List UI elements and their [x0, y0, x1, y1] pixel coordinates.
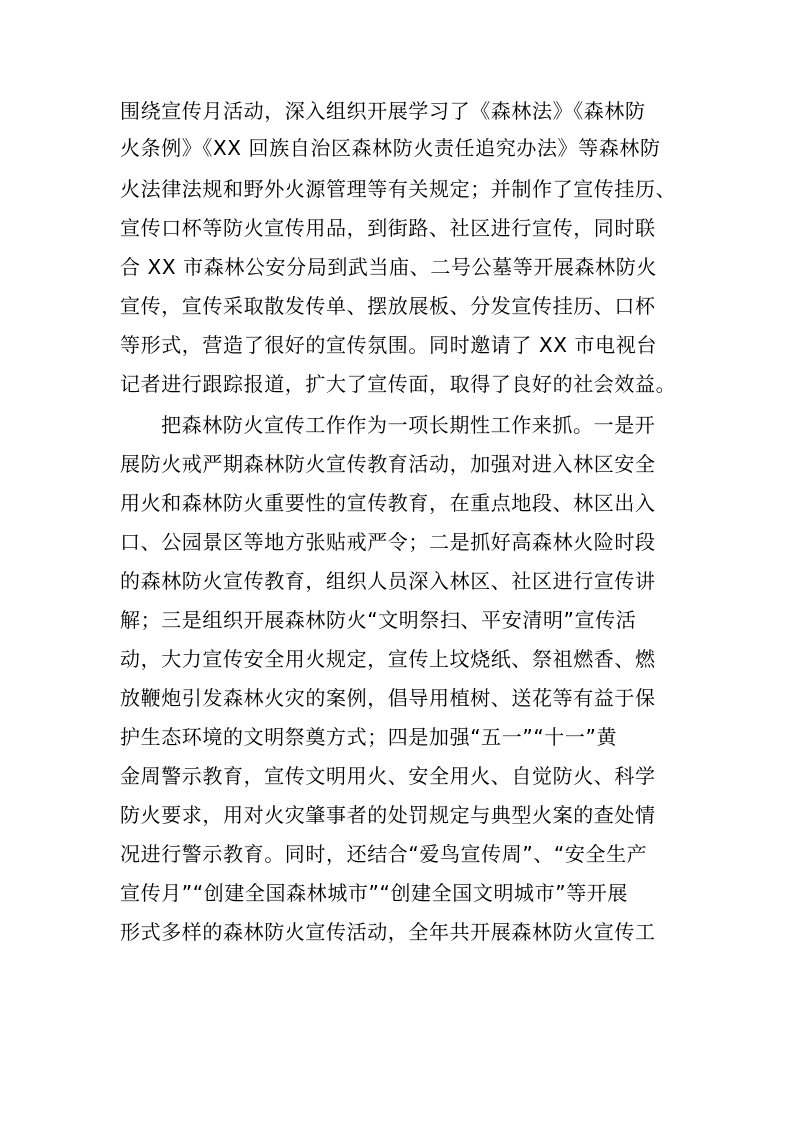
paragraph-2-line-1: 把森林防火宣传工作作为一项长期性工作来抓。一是开	[161, 413, 656, 437]
paragraph-2-line-14: 形式多样的森林防火宣传活动，全年共开展森林防火宣传工	[120, 920, 656, 944]
paragraph-2-line-5: 的森林防火宣传教育，组织人员深入林区、社区进行宣传讲	[120, 569, 656, 593]
paragraph-1-line-7: 等形式，营造了很好的宣传氛围。同时邀请了 XX 市电视台	[120, 333, 657, 357]
paragraph-2-line-10: 金周警示教育，宣传文明用火、安全用火、自觉防火、科学	[120, 764, 656, 788]
paragraph-2-line-6: 解；三是组织开展森林防火“文明祭扫、平安清明”宣传活	[120, 608, 637, 632]
paragraph-2-line-7: 动，大力宣传安全用火规定，宣传上坟烧纸、祭祖燃香、燃	[120, 647, 656, 671]
paragraph-2-line-13: 宣传月”“创建全国森林城市”“创建全国文明城市”等开展	[120, 881, 629, 905]
paragraph-1-line-2: 火条例》《XX 回族自治区森林防火责任追究办法》等森林防	[120, 136, 661, 160]
paragraph-2-line-4: 口、公园景区等地方张贴戒严令；二是抓好高森林火险时段	[120, 530, 656, 554]
paragraph-1-line-6: 宣传，宣传采取散发传单、摆放展板、分发宣传挂历、口杯	[120, 294, 656, 318]
paragraph-1-line-1: 围绕宣传月活动，深入组织开展学习了《森林法》《森林防	[120, 99, 646, 123]
paragraph-2-line-11: 防火要求，用对火灾肇事者的处罚规定与典型火案的查处情	[120, 803, 656, 827]
paragraph-1-line-5: 合 XX 市森林公安分局到武当庙、二号公墓等开展森林防火	[120, 255, 657, 279]
paragraph-2-line-2: 展防火戒严期森林防火宣传教育活动，加强对进入林区安全	[120, 452, 656, 476]
paragraph-2-line-9: 护生态环境的文明祭奠方式；四是加强“五一”“十一”黄	[120, 725, 618, 749]
paragraph-1-line-4: 宣传口杯等防火宣传用品，到街路、社区进行宣传，同时联	[120, 216, 656, 240]
paragraph-1-line-3: 火法律法规和野外火源管理等有关规定；并制作了宣传挂历、	[120, 177, 677, 201]
paragraph-2-line-8: 放鞭炮引发森林火灾的案例，倡导用植树、送花等有益于保	[120, 686, 656, 710]
paragraph-2-line-12: 况进行警示教育。同时，还结合“爱鸟宣传周”、“安全生产	[120, 842, 648, 866]
paragraph-2-line-3: 用火和森林防火重要性的宣传教育，在重点地段、林区出入	[120, 491, 656, 515]
paragraph-1-line-8: 记者进行跟踪报道，扩大了宣传面，取得了良好的社会效益。	[120, 372, 677, 396]
